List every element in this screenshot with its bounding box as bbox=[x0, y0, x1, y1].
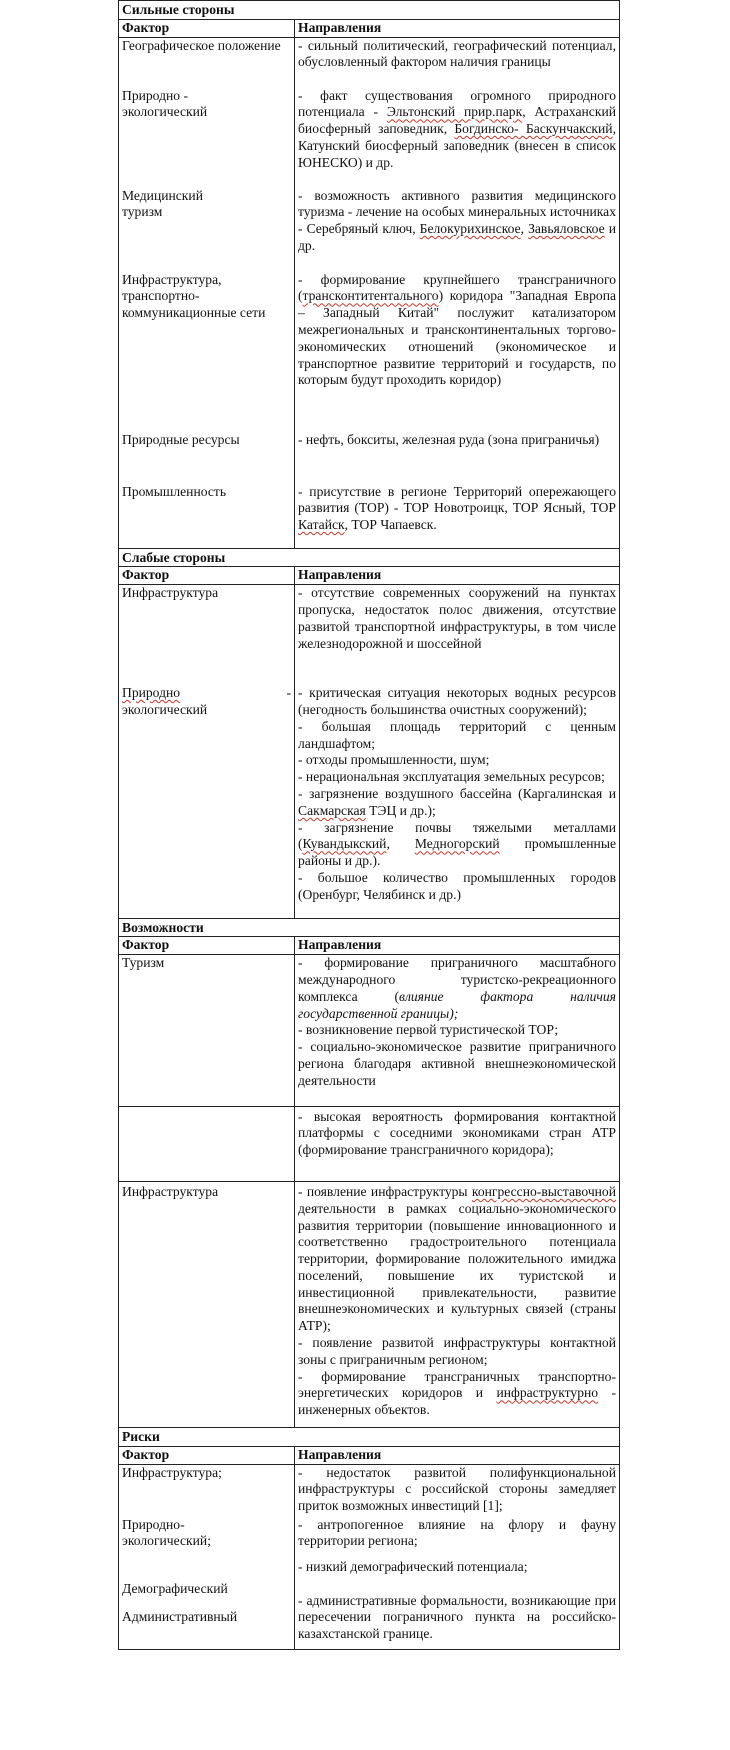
text-run: Сакмарская bbox=[298, 802, 366, 818]
factor-nature bbox=[122, 685, 291, 719]
text-run: ТЭЦ и др.); bbox=[365, 802, 436, 818]
direction-text bbox=[298, 820, 616, 870]
direction-text bbox=[298, 272, 616, 432]
swot-document bbox=[118, 0, 620, 1650]
factor-geography: Географическое положение bbox=[122, 37, 281, 53]
header-factor: Фактор bbox=[119, 937, 295, 955]
direction-text bbox=[298, 786, 616, 820]
risks-row bbox=[119, 1464, 620, 1649]
direction-text: - критическая ситуация некоторых водных ресурсов (негодность большинства очистных сооружений); bbox=[298, 685, 616, 717]
direction-text: - низкий демографический потенциала; bbox=[298, 1558, 528, 1574]
section-title: Возможности bbox=[119, 918, 620, 937]
weaknesses-row bbox=[119, 585, 620, 918]
text-run: деятельности в рамках социально-экономического развития территории (повышение инновационного и соответственно градостроительного потенциала территории, формирование положительного имиджа поселений, повышение их туристской и инвестиционной привлекательности, развитие внешнеэкономических и культурных связей (страны АТР); bbox=[298, 1200, 616, 1334]
text-run: промышленные районы и др.). bbox=[298, 836, 617, 869]
direction-text bbox=[298, 955, 616, 1022]
text-run: Завьяловское bbox=[528, 221, 605, 237]
text-run: - формирование приграничного масштабного международного туристско-рекреационного комплекса ( bbox=[298, 955, 616, 1004]
text-run: - возможность активного развития медицинского туризма - лечение на особых минеральных источниках - Серебряный ключ, bbox=[298, 187, 616, 237]
text-run: экологический bbox=[122, 701, 208, 717]
direction-text: - сильный политический, географический потенциал, обусловленный фактором наличия границы bbox=[298, 37, 616, 70]
direction-text bbox=[298, 1369, 616, 1427]
text-run: - загрязнение почвы тяжелыми металлами ( bbox=[298, 819, 616, 852]
text-run: , ТОР Чапаевск. bbox=[344, 517, 437, 533]
dash-mark: - bbox=[286, 685, 291, 701]
direction-cell bbox=[295, 1181, 620, 1427]
header-row bbox=[119, 1446, 620, 1464]
direction-text bbox=[298, 1182, 616, 1335]
text-run: Кувандыкский bbox=[302, 836, 387, 852]
factor-cell bbox=[119, 1181, 295, 1427]
header-direction: Направления bbox=[295, 567, 620, 585]
text-run: , Астраханский биосферный заповедник, bbox=[298, 104, 616, 137]
factor-industry: Промышленность bbox=[122, 483, 227, 499]
factor-infrastructure: Инфраструктура; bbox=[122, 1464, 222, 1480]
section-opportunities-title-row bbox=[119, 918, 620, 937]
direction-cell bbox=[295, 1464, 620, 1649]
header-factor: Фактор bbox=[119, 567, 295, 585]
factor-nature: Природно- экологический; bbox=[122, 1516, 211, 1549]
opportunities-row-platform bbox=[119, 1106, 620, 1181]
text-run: - формирование трансграничных транспортно-энергетических коридоров и bbox=[298, 1368, 616, 1401]
section-title: Сильные стороны bbox=[119, 1, 620, 20]
strengths-row bbox=[119, 37, 620, 548]
swot-table bbox=[118, 0, 620, 1650]
factor-tourism: Туризм bbox=[122, 955, 165, 971]
header-row bbox=[119, 19, 620, 37]
text-run: Природно bbox=[122, 685, 181, 701]
direction-cell bbox=[295, 585, 620, 918]
direction-text bbox=[298, 88, 616, 188]
direction-cell bbox=[295, 37, 620, 548]
text-run: Эльтонский прир.парк bbox=[386, 104, 523, 120]
text-run: - появление инфраструктуры bbox=[298, 1183, 472, 1199]
text-run: - загрязнение воздушного бассейна (Каргалинская и bbox=[298, 785, 616, 801]
direction-text: - возникновение первой туристической ТОР; bbox=[298, 1022, 559, 1038]
factor-natural-resources: Природные ресурсы bbox=[122, 431, 240, 447]
text-run: ) коридора "Западная Европа – Западный Китай" послужит катализатором межрегиональных и трансконтинентальных торгово-экономических отношений (экономическое и транспортное развитие территорий и государств, по которым будут проходить коридор) bbox=[298, 288, 616, 388]
text-run: трансконтитентального bbox=[302, 288, 439, 304]
header-direction: Направления bbox=[295, 19, 620, 37]
text-run: Медногорский bbox=[414, 836, 500, 852]
factor-cell bbox=[119, 37, 295, 548]
direction-text bbox=[298, 484, 616, 534]
direction-text: - социально-экономическое развитие приграничного региона благодаря активной внешнеэкономической деятельности bbox=[298, 1039, 616, 1088]
text-run: - факт существования огромного природного потенциала - bbox=[298, 87, 616, 120]
text-run: конгрессно-выставочной bbox=[471, 1183, 616, 1199]
header-factor: Фактор bbox=[119, 1446, 295, 1464]
direction-text: - отходы промышленности, шум; bbox=[298, 752, 490, 768]
factor-cell bbox=[119, 955, 295, 1106]
factor-cell bbox=[119, 1464, 295, 1649]
text-run: , bbox=[520, 221, 529, 237]
text-run: Белокурихинское bbox=[419, 221, 521, 237]
direction-text: - большая площадь территорий с ценным ландшафтом; bbox=[298, 718, 616, 751]
factor-cell bbox=[119, 1106, 295, 1181]
direction-text: - отсутствие современных сооружений на пунктах пропуска, недостаток полос движения, отсутствие развитой транспортной инфраструктуры, в том числе железнодорожной и шоссейной bbox=[298, 585, 616, 651]
section-weaknesses-title-row bbox=[119, 548, 620, 567]
direction-cell bbox=[295, 1106, 620, 1181]
text-run: , Катунский биосферный заповедник (внесен в список ЮНЕСКО) и др. bbox=[298, 121, 616, 170]
factor-cell bbox=[119, 585, 295, 918]
direction-text: - антропогенное влияние на флору и фауну территории региона; bbox=[298, 1516, 616, 1549]
factor-nature: Природно - экологический bbox=[122, 87, 208, 120]
text-run: и др. bbox=[298, 221, 616, 253]
header-direction: Направления bbox=[295, 1446, 620, 1464]
header-direction: Направления bbox=[295, 937, 620, 955]
text-run: влияние фактора наличия государственной границы); bbox=[298, 988, 616, 1021]
factor-administrative: Административный bbox=[122, 1608, 238, 1624]
direction-text: - административные формальности, возникающие при пересечении пограничного пункта на российско-казахстанской границе. bbox=[298, 1592, 616, 1642]
direction-text: - нерациональная эксплуатация земельных ресурсов; bbox=[298, 769, 605, 785]
factor-infrastructure: Инфраструктура, транспортно-коммуникационные сети bbox=[122, 271, 266, 321]
factor-demographic: Демографический bbox=[122, 1580, 228, 1596]
header-factor: Фактор bbox=[119, 19, 295, 37]
factor-infrastructure: Инфраструктура bbox=[122, 585, 219, 601]
text-run: , bbox=[386, 836, 415, 852]
text-run: - инженерных объектов. bbox=[298, 1385, 616, 1418]
text-run: - формирование крупнейшего трансграничного ( bbox=[298, 271, 616, 304]
direction-text: - высокая вероятность формирования контактной платформы с соседними экономиками стран АТР (формирование трансграничного коридора); bbox=[298, 1108, 616, 1158]
section-title: Слабые стороны bbox=[119, 548, 620, 567]
section-title: Риски bbox=[119, 1428, 620, 1447]
section-strengths-title-row bbox=[119, 1, 620, 20]
direction-text: - появление развитой инфраструктуры контактной зоны с приграничным регионом; bbox=[298, 1335, 616, 1367]
factor-medical-tourism: Медицинский туризм bbox=[122, 187, 203, 220]
direction-text: - недостаток развитой полифункциональной инфраструктуры с российской стороны замедляет приток возможных инвестиций [1]; bbox=[298, 1464, 616, 1514]
opportunities-row-infrastructure bbox=[119, 1181, 620, 1427]
direction-cell bbox=[295, 955, 620, 1106]
direction-text: - большое количество промышленных городов (Оренбург, Челябинск и др.) bbox=[298, 869, 616, 902]
factor-infrastructure: Инфраструктура bbox=[122, 1183, 219, 1199]
text-run: инфраструктурно bbox=[496, 1385, 599, 1401]
header-row bbox=[119, 567, 620, 585]
direction-text: - нефть, бокситы, железная руда (зона приграничья) bbox=[298, 431, 600, 447]
text-run: Катайск bbox=[298, 517, 345, 533]
section-risks-title-row bbox=[119, 1428, 620, 1447]
text-run: Богдинско- Баскунчакский bbox=[454, 121, 613, 137]
text-run: - присутствие в регионе Территорий опережающего развития (ТОР) - ТОР Новотроицк, ТОР Ясный, ТОР bbox=[298, 483, 616, 516]
header-row bbox=[119, 937, 620, 955]
direction-text bbox=[298, 188, 616, 272]
opportunities-row-tourism bbox=[119, 955, 620, 1106]
